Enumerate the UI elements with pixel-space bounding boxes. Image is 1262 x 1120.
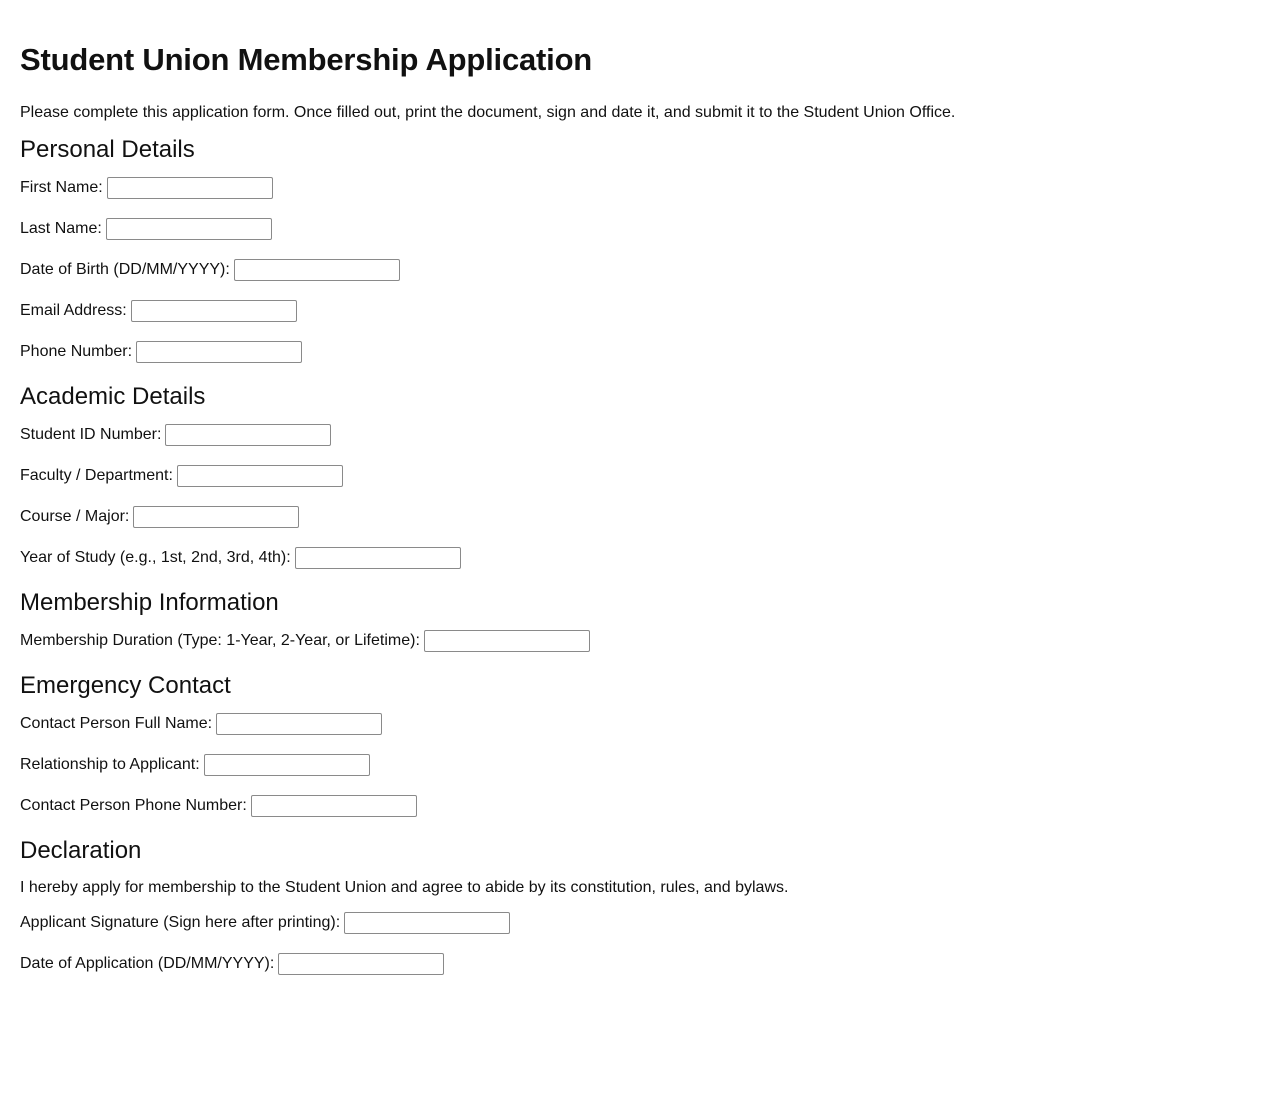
emergency-contact-heading: Emergency Contact bbox=[20, 672, 231, 699]
relationship-input[interactable] bbox=[204, 754, 370, 776]
contact-name-label: Contact Person Full Name: bbox=[20, 714, 213, 732]
declaration-heading: Declaration bbox=[20, 837, 142, 864]
last-name-row bbox=[20, 217, 1242, 240]
academic-details-heading: Academic Details bbox=[20, 383, 206, 410]
emergency-contact-section bbox=[20, 670, 1242, 817]
academic-details-section bbox=[20, 381, 1242, 569]
dob-input[interactable] bbox=[234, 259, 400, 281]
duration-label: Membership Duration (Type: 1-Year, 2-Year, or Lifetime): bbox=[20, 631, 420, 649]
signature-input[interactable] bbox=[344, 912, 510, 934]
email-row bbox=[20, 299, 1242, 322]
email-label: Email Address: bbox=[20, 301, 127, 319]
page-title: Student Union Membership Application bbox=[20, 42, 593, 77]
course-label: Course / Major: bbox=[20, 507, 130, 525]
first-name-row bbox=[20, 176, 1242, 199]
relationship-row bbox=[20, 753, 1242, 776]
contact-name-row bbox=[20, 712, 1242, 735]
student-id-input[interactable] bbox=[165, 424, 331, 446]
student-id-row bbox=[20, 423, 1242, 446]
intro-text: Please complete this application form. Once filled out, print the document, sign and date it, and submit it to the Student Union Office. bbox=[20, 104, 956, 121]
contact-phone-input[interactable] bbox=[251, 795, 417, 817]
dob-label: Date of Birth (DD/MM/YYYY): bbox=[20, 260, 230, 278]
phone-row bbox=[20, 340, 1242, 363]
student-id-label: Student ID Number: bbox=[20, 425, 162, 443]
phone-input[interactable] bbox=[136, 341, 302, 363]
course-row bbox=[20, 505, 1242, 528]
contact-phone-label: Contact Person Phone Number: bbox=[20, 796, 247, 814]
dob-row bbox=[20, 258, 1242, 281]
first-name-input[interactable] bbox=[107, 177, 273, 199]
last-name-input[interactable] bbox=[106, 218, 272, 240]
duration-input[interactable] bbox=[424, 630, 590, 652]
application-date-row bbox=[20, 952, 1242, 975]
year-input[interactable] bbox=[295, 547, 461, 569]
email-input[interactable] bbox=[131, 300, 297, 322]
year-label: Year of Study (e.g., 1st, 2nd, 3rd, 4th): bbox=[20, 548, 291, 566]
signature-row bbox=[20, 911, 1242, 934]
membership-section bbox=[20, 587, 1242, 652]
faculty-input[interactable] bbox=[177, 465, 343, 487]
last-name-label: Last Name: bbox=[20, 219, 102, 237]
application-date-input[interactable] bbox=[278, 953, 444, 975]
course-input[interactable] bbox=[133, 506, 299, 528]
faculty-row bbox=[20, 464, 1242, 487]
duration-row bbox=[20, 629, 1242, 652]
year-row bbox=[20, 546, 1242, 569]
first-name-label: First Name: bbox=[20, 178, 103, 196]
faculty-label: Faculty / Department: bbox=[20, 466, 173, 484]
signature-label: Applicant Signature (Sign here after printing): bbox=[20, 913, 341, 931]
declaration-text: I hereby apply for membership to the Student Union and agree to abide by its constitution, rules, and bylaws. bbox=[20, 879, 789, 896]
declaration-section bbox=[20, 835, 1242, 975]
contact-phone-row bbox=[20, 794, 1242, 817]
relationship-label: Relationship to Applicant: bbox=[20, 755, 200, 773]
contact-name-input[interactable] bbox=[216, 713, 382, 735]
application-date-label: Date of Application (DD/MM/YYYY): bbox=[20, 954, 275, 972]
phone-label: Phone Number: bbox=[20, 342, 133, 360]
membership-heading: Membership Information bbox=[20, 589, 279, 616]
personal-details-heading: Personal Details bbox=[20, 136, 195, 163]
personal-details-section bbox=[20, 134, 1242, 363]
